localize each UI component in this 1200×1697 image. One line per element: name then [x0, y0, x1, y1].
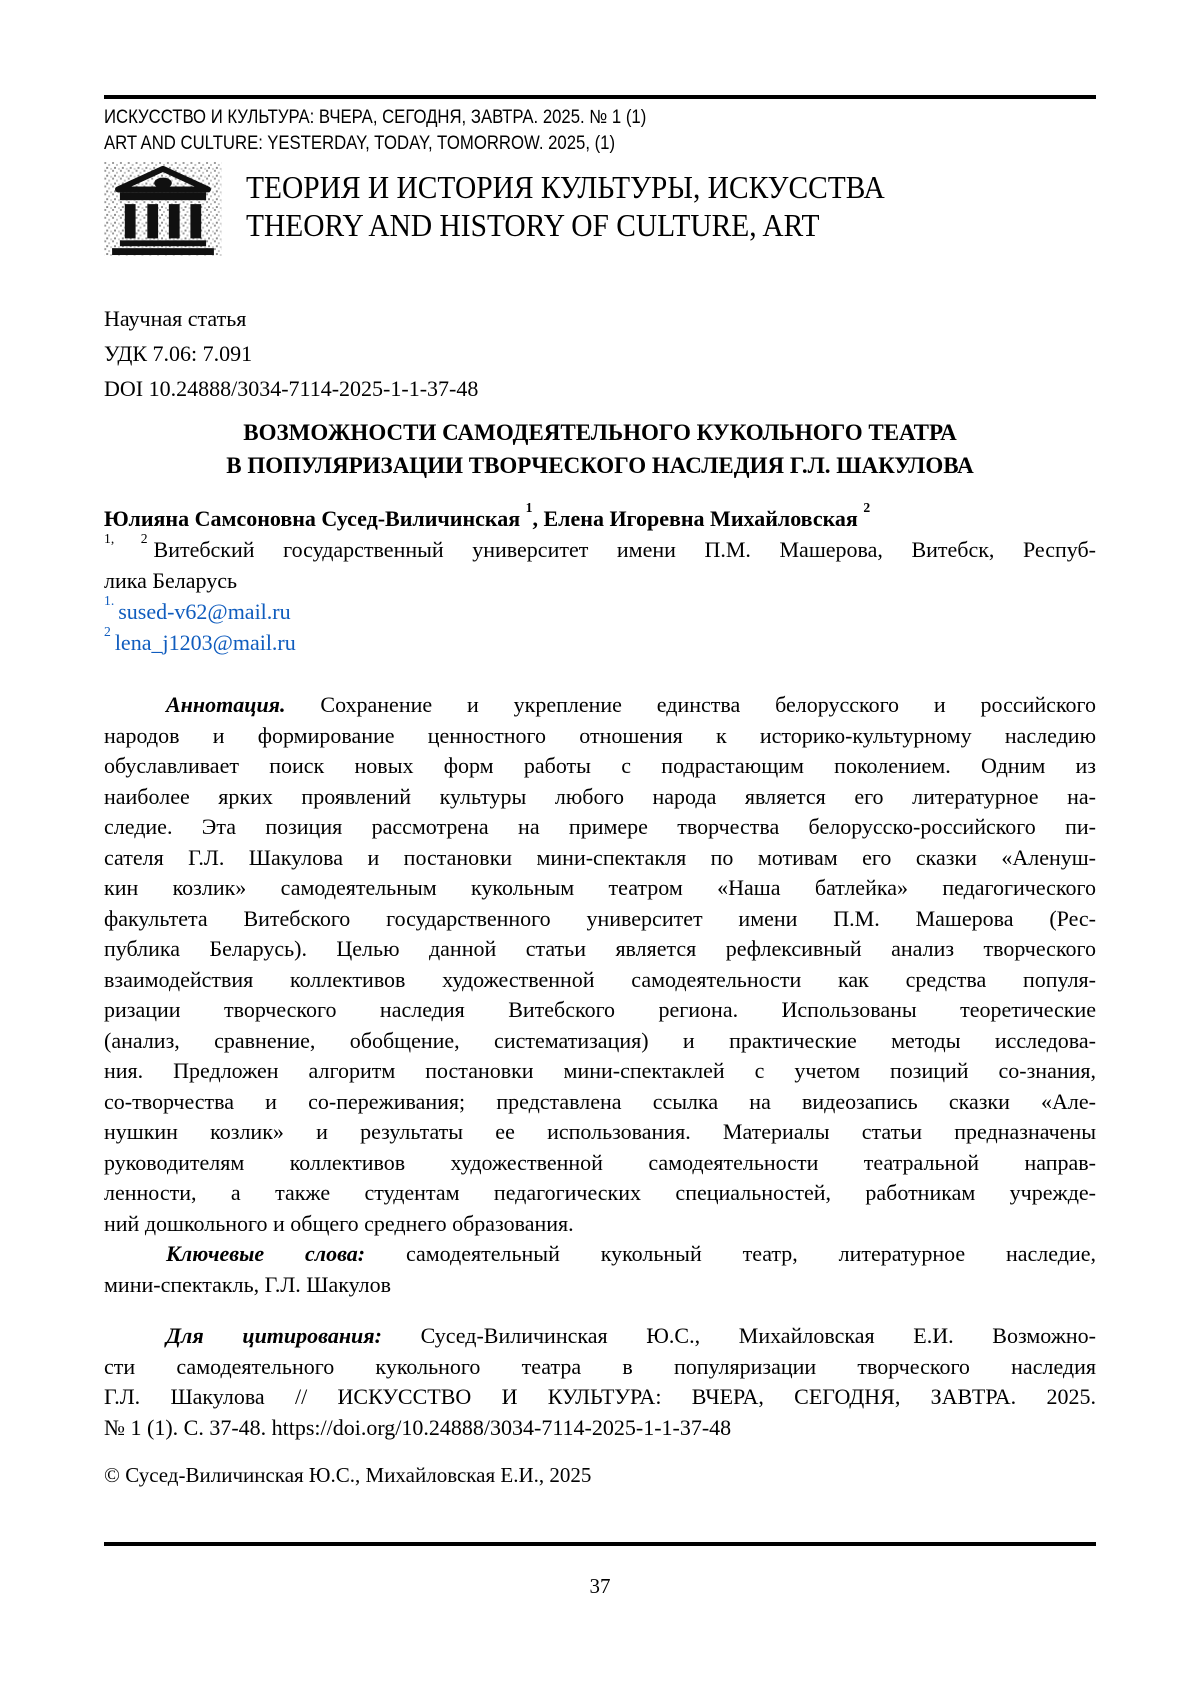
article-type: Научная статья	[104, 306, 247, 331]
section-heading	[246, 168, 940, 244]
citation-label: Для цитирования:	[166, 1323, 382, 1348]
abstract-last-line: ний дошкольного и общего среднего образования.	[104, 1210, 574, 1236]
affiliation-line1: $^{1, 2}$ Витебский государственный университет имени П.М. Машерова, Витебск, Респуб-	[104, 530, 1097, 562]
abstract-line: народов и формирование ценностного отношения к историко-культурному наследию	[104, 722, 1096, 748]
email-row-2	[104, 623, 1096, 658]
abstract-line: наиболее ярких проявлений культуры любого народа является его литературное на-	[104, 783, 1096, 809]
author-1: Юлияна Самсоновна Сусед-Виличинская	[104, 506, 521, 531]
running-head-en: ART AND CULTURE: YESTERDAY, TODAY, TOMORROW. 2025, (1)	[104, 133, 616, 154]
citation-first-line: Для цитирования: Сусед-Виличинская Ю.С., Михайловская Е.И. Возможно-	[166, 1323, 1096, 1348]
abstract-line: (анализ, сравнение, обобщение, систематизация) и практические методы исследова-	[104, 1027, 1096, 1053]
affiliation-line2: лика Беларусь	[104, 568, 238, 593]
article-title	[104, 416, 1096, 482]
abstract-label: Аннотация.	[166, 692, 286, 717]
keywords-label: Ключевые слова:	[166, 1241, 366, 1266]
email-2-superscript: 2	[104, 623, 111, 639]
doi: DOI 10.24888/3034-7114-2025-1-1-37-48	[104, 376, 479, 401]
abstract-first-line: Аннотация. Сохранение и укрепление единства белорусского и российского	[166, 692, 1096, 717]
citation-last-line: № 1 (1). С. 37-48. https://doi.org/10.24888/3034-7114-2025-1-1-37-48	[104, 1414, 732, 1440]
affiliation-superscript: 1, 2	[104, 530, 148, 546]
email-1-link[interactable]: sused-v62@mail.ru	[118, 599, 291, 624]
keywords-first-line: Ключевые слова: самодеятельный кукольный театр, литературное наследие,	[166, 1241, 1096, 1266]
abstract-line: ленности, а также студентам педагогических специальностей, работникам учрежде-	[104, 1180, 1096, 1205]
keywords-last-line: мини-спектакль, Г.Л. Шакулов	[104, 1271, 392, 1297]
classical-building-icon	[104, 162, 222, 256]
article-meta	[104, 301, 1096, 406]
udc-code: УДК 7.06: 7.091	[104, 341, 253, 366]
citation-line: Г.Л. Шакулова // ИСКУССТВО И КУЛЬТУРА: ВЧЕРА, СЕГОДНЯ, ЗАВТРА. 2025.	[104, 1384, 1096, 1409]
abstract-line: кин козлик» самодеятельным кукольным театром «Наша батлейка» педагогического	[104, 875, 1096, 900]
top-rule	[104, 95, 1096, 99]
copyright-line: © Сусед-Виличинская Ю.С., Михайловская Е.И., 2025	[104, 1463, 592, 1487]
abstract-line: взаимодействия коллективов художественной самодеятельности как средства популя-	[104, 966, 1096, 992]
section-heading-en: THEORY AND HISTORY OF CULTURE, ART	[246, 207, 820, 243]
citation-block	[104, 1321, 1096, 1443]
section-heading-ru: ТЕОРИЯ И ИСТОРИЯ КУЛЬТУРЫ, ИСКУССТВА	[246, 169, 885, 205]
running-head-ru: ИСКУССТВО И КУЛЬТУРА: ВЧЕРА, СЕГОДНЯ, ЗАВТРА. 2025. № 1 (1)	[104, 107, 647, 128]
article-title-line2: В ПОПУЛЯРИЗАЦИИ ТВОРЧЕСКОГО НАСЛЕДИЯ Г.Л. ШАКУЛОВА	[226, 453, 974, 478]
bottom-rule	[104, 1542, 1096, 1546]
email-row-1	[104, 592, 1096, 627]
author-2-superscript: 2	[863, 499, 871, 515]
abstract-and-keywords	[104, 690, 1096, 1300]
abstract-line: ризации творческого наследия Витебского региона. Использованы теоретические	[104, 997, 1096, 1022]
abstract-line: следие. Эта позиция рассмотрена на примере творчества белорусско-российского пи-	[104, 814, 1096, 839]
section-banner	[104, 162, 1096, 256]
affiliation-block	[104, 530, 1097, 658]
email-2-link[interactable]: lena_j1203@mail.ru	[114, 630, 296, 655]
abstract-line: обуславливает поиск новых форм работы с подрастающим поколением. Одним из	[104, 753, 1096, 778]
article-title-line1: ВОЗМОЖНОСТИ САМОДЕЯТЕЛЬНОГО КУКОЛЬНОГО ТЕАТРА	[243, 420, 957, 445]
abstract-line: нушкин козлик» и результаты ее использования. Материалы статьи предназначены	[104, 1119, 1096, 1144]
author-1-superscript: 1	[525, 499, 533, 515]
email-1-superscript: 1.	[104, 592, 115, 608]
abstract-line: руководителям коллективов художественной самодеятельности театральной направ-	[104, 1149, 1096, 1175]
abstract-line: факультета Витебского государственного университет имени П.М. Машерова (Рес-	[104, 905, 1096, 931]
abstract-line: публика Беларусь). Целью данной статьи является рефлексивный анализ творческого	[104, 936, 1096, 961]
authors-line	[104, 499, 1096, 534]
citation-line: сти самодеятельного кукольного театра в популяризации творческого наследия	[104, 1353, 1096, 1379]
page-number: 37	[589, 1574, 611, 1598]
abstract-line: ния. Предложен алгоритм постановки мини-спектаклей с учетом позиций со-знания,	[104, 1058, 1096, 1083]
abstract-line: со-творчества и со-переживания; представлена ссылка на видеозапись сказки «Але-	[104, 1088, 1096, 1114]
author-2: Елена Игоревна Михайловская	[543, 506, 858, 531]
authors-separator: ,	[532, 506, 544, 531]
running-head	[104, 105, 1096, 157]
abstract-line: сателя Г.Л. Шакулова и постановки мини-спектакля по мотивам его сказки «Аленуш-	[104, 844, 1096, 870]
